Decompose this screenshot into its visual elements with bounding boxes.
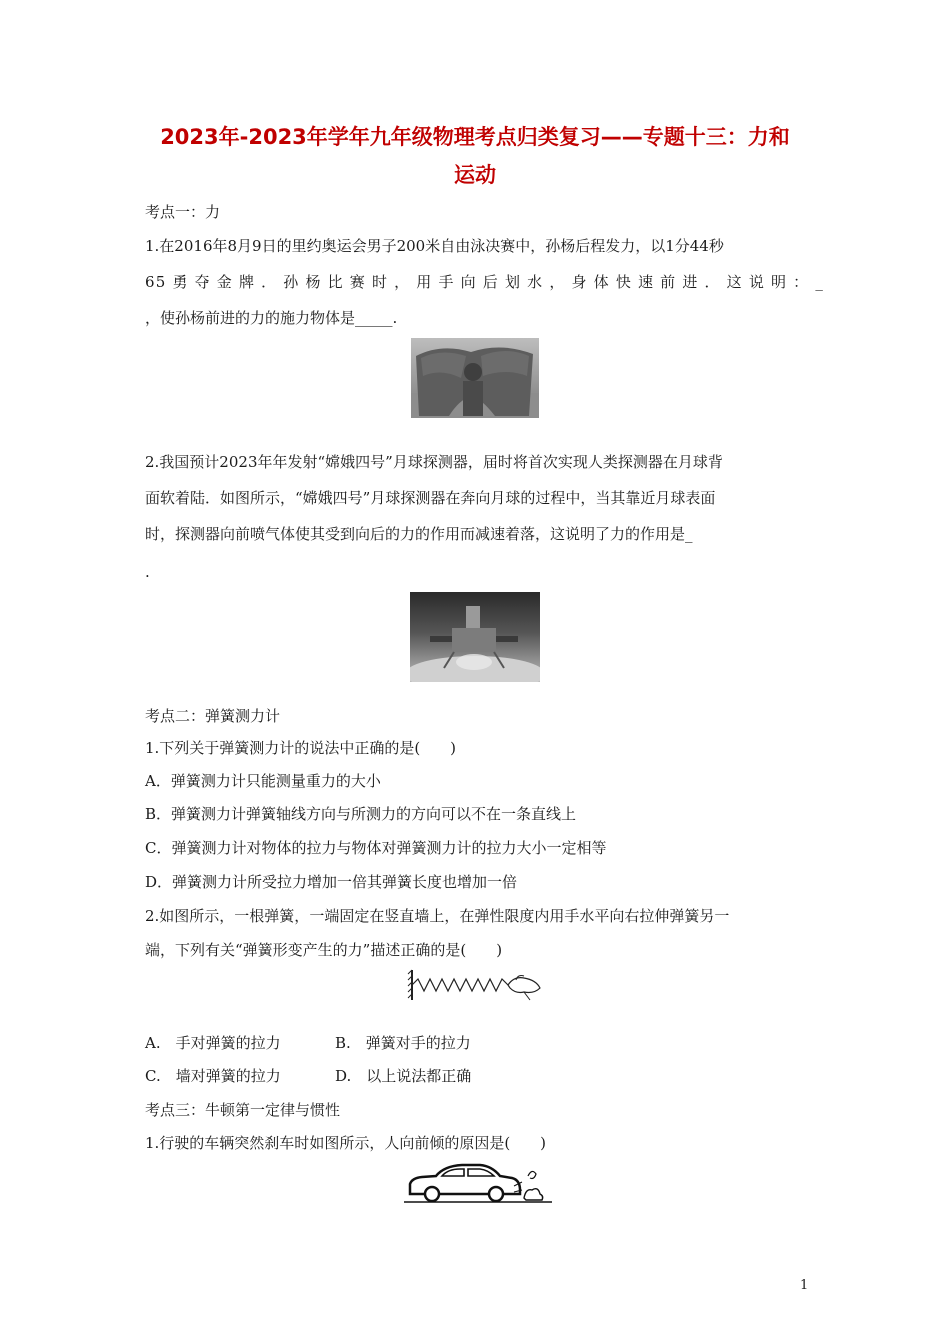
s1-q2-line4: . <box>145 563 150 581</box>
s2-q2-option-a: A. 手对弹簧的拉力 <box>145 1034 281 1052</box>
section3-heading: 考点三：牛顿第一定律与惯性 <box>145 1101 341 1119</box>
s2-q1-option-a: A．弹簧测力计只能测量重力的大小 <box>145 772 381 790</box>
spring-wall-hand-diagram <box>406 968 544 1002</box>
s2-q1-option-b: B．弹簧测力计弹簧轴线方向与所测力的方向可以不在一条直线上 <box>145 805 577 823</box>
s1-q2-line3: 时，探测器向前喷气体使其受到向后的力的作用而减速着落，这说明了力的作用是_ <box>145 525 693 543</box>
s2-q1-option-d: D．弹簧测力计所受拉力增加一倍其弹簧长度也增加一倍 <box>145 873 518 891</box>
document-title-line2: 运动 <box>454 163 496 187</box>
section2-heading: 考点二：弹簧测力计 <box>145 707 281 725</box>
car-braking-diagram <box>404 1160 552 1206</box>
s2-q1-stem: 1.下列关于弹簧测力计的说法中正确的是( ) <box>145 739 457 757</box>
lunar-probe-photo <box>410 592 540 682</box>
s2-q1-option-c: C．弹簧测力计对物体的拉力与物体对弹簧测力计的拉力大小一定相等 <box>145 839 607 857</box>
s2-q2-option-d: D. 以上说法都正确 <box>335 1067 472 1085</box>
s1-q1-line1: 1.在2016年8月9日的里约奥运会男子200米自由泳决赛中，孙杨后程发力，以1分44秒 <box>145 237 724 255</box>
s1-q1-line2: 65 勇 夺 金 牌 ． 孙 杨 比 赛 时 ， 用 手 向 后 划 水 ， 身 体 快 速 前 进 ． 这 说 明 ： _ <box>145 273 825 291</box>
page-number: 1 <box>800 1278 809 1293</box>
s2-q2-line2: 端，下列有关“弹簧形变产生的力”描述正确的是( ) <box>145 941 503 959</box>
s2-q2-option-b: B. 弹簧对手的拉力 <box>335 1034 471 1052</box>
s1-q2-line2: 面软着陆．如图所示，“嫦娥四号”月球探测器在奔向月球的过程中，当其靠近月球表面 <box>145 489 716 507</box>
s1-q2-line1: 2.我国预计2023年年发射“嫦娥四号”月球探测器，届时将首次实现人类探测器在月球背 <box>145 453 723 471</box>
s3-q1-stem: 1.行驶的车辆突然刹车时如图所示，人向前倾的原因是( ) <box>145 1134 547 1152</box>
document-title-line1: 2023年-2023年学年九年级物理考点归类复习——专题十三：力和 <box>160 125 790 149</box>
s1-q1-line3: ，使孙杨前进的力的施力物体是_____. <box>145 309 398 327</box>
s2-q2-option-c: C. 墙对弹簧的拉力 <box>145 1067 281 1085</box>
section1-heading: 考点一：力 <box>145 203 221 221</box>
s2-q2-line1: 2.如图所示，一根弹簧，一端固定在竖直墙上，在弹性限度内用手水平向右拉伸弹簧另一 <box>145 907 730 925</box>
swimmer-photo <box>411 338 539 418</box>
